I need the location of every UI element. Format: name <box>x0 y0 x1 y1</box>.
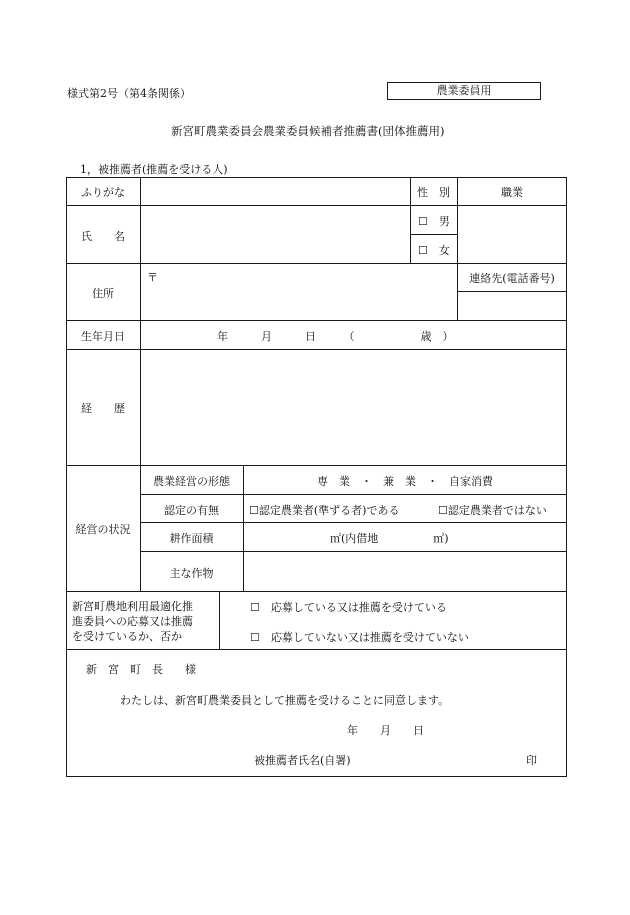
gender-female-checkbox[interactable]: ☐ 女 <box>418 244 450 257</box>
promotion-label-line-1: 新宮町農地利用最適化推 <box>72 600 193 613</box>
certification-no-checkbox[interactable]: ☐認定農業者ではない <box>438 504 547 517</box>
crops-field[interactable] <box>244 552 566 590</box>
promotion-yes-checkbox[interactable]: ☐ 応募している又は推薦を受けている <box>250 601 447 614</box>
certification-yes-checkbox[interactable]: ☐認定農業者(準ずる者)である <box>249 504 400 517</box>
promotion-label-line-3: を受けているか、否か <box>72 630 182 643</box>
address-label: 住所 <box>92 287 114 300</box>
birthdate-fields[interactable]: 年 月 日 （ 歳 ） <box>217 330 454 343</box>
postal-mark: 〒 <box>147 271 158 284</box>
promotion-no-checkbox[interactable]: ☐ 応募していない又は推薦を受けていない <box>250 631 469 644</box>
management-label: 経営の状況 <box>75 523 131 536</box>
contact-label: 連絡先(電話番号) <box>469 272 555 285</box>
management-type-label: 農業経営の形態 <box>153 475 230 488</box>
furigana-field[interactable] <box>141 178 409 204</box>
signature-field[interactable] <box>372 748 512 768</box>
management-type-options[interactable]: 専 業 ・ 兼 業 ・ 自家消費 <box>317 475 493 488</box>
certification-label: 認定の有無 <box>164 504 219 517</box>
consent-statement: わたしは、新宮町農業委員として推薦を受けることに同意します。 <box>120 694 450 707</box>
form-number: 様式第2号（第4条関係） <box>67 87 191 100</box>
occupation-field[interactable] <box>458 206 566 262</box>
area-label: 耕作面積 <box>169 532 214 545</box>
career-field[interactable] <box>141 350 566 464</box>
name-field[interactable] <box>141 206 409 262</box>
gender-label: 性 別 <box>417 186 450 199</box>
birthdate-label: 生年月日 <box>81 330 125 343</box>
name-label: 氏 名 <box>81 230 125 243</box>
contact-field[interactable] <box>458 292 566 319</box>
usage-box <box>387 82 541 100</box>
crops-label: 主な作物 <box>169 567 214 580</box>
consent-addressee: 新 宮 町 長 様 <box>86 663 196 676</box>
signature-label: 被推薦者氏名(自署) <box>254 754 351 767</box>
seal-mark: 印 <box>526 754 537 767</box>
address-field[interactable] <box>141 264 456 319</box>
furigana-label: ふりがな <box>81 186 125 199</box>
promotion-label <box>72 599 193 644</box>
area-field[interactable]: ㎡(内借地 ㎡) <box>330 532 449 545</box>
document-title: 新宮町農業委員会農業委員候補者推薦書(団体推薦用) <box>171 124 445 138</box>
consent-date[interactable]: 年 月 日 <box>347 724 424 737</box>
promotion-label-line-2: 進委員への応募又は推薦 <box>72 615 193 628</box>
gender-male-checkbox[interactable]: ☐ 男 <box>418 215 450 228</box>
career-label: 経 歴 <box>81 402 125 415</box>
occupation-label: 職業 <box>501 186 523 199</box>
usage-box-label: 農業委員用 <box>436 84 492 97</box>
section-heading: 1，被推薦者(推薦を受ける人) <box>80 163 228 176</box>
